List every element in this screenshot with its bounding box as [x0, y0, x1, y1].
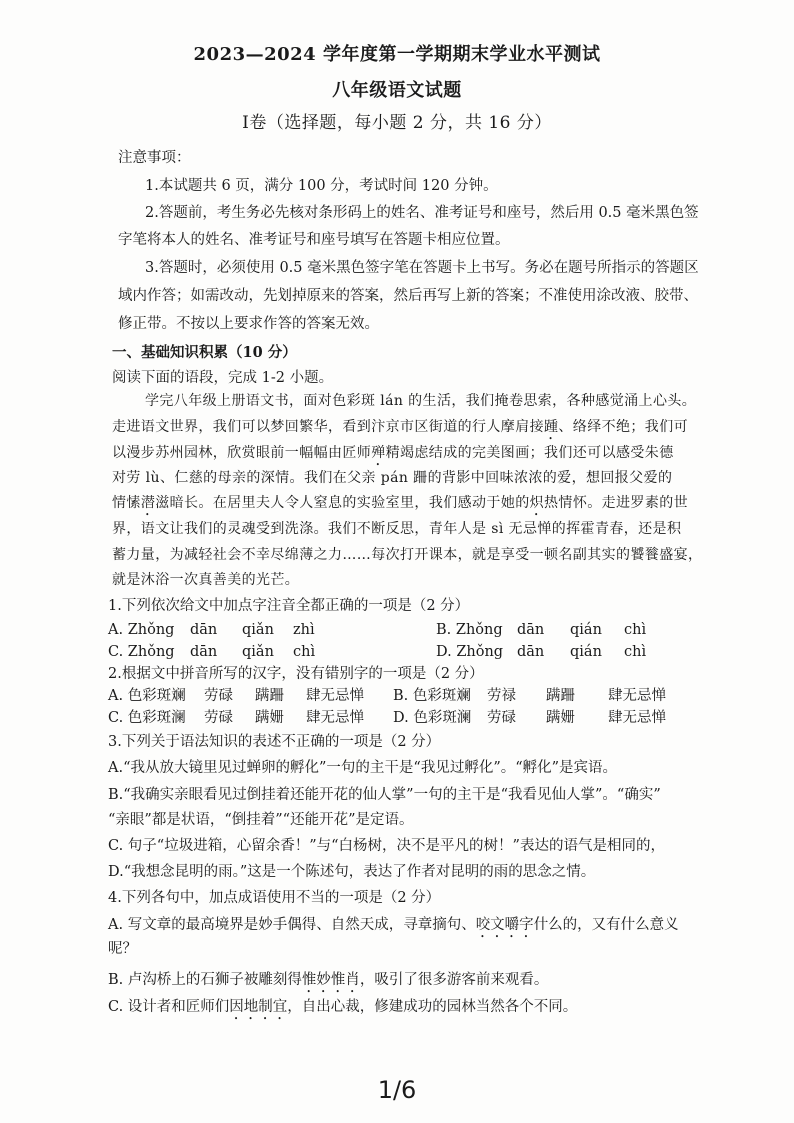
passage-text: 滋暗长。在居里夫人令人窒息的实验室里，我们感动于她的 — [155, 495, 530, 511]
dotted-character: 殚 — [371, 445, 386, 461]
q1-option-c-pinyin: chì — [293, 644, 316, 660]
notice-item-2-line-2: 字笔将本人的姓名、准考证号和座号填写在答题卡相应位置。 — [118, 232, 510, 248]
q2-option-c-word: 劳碌 — [204, 710, 233, 726]
option-text: 什么的，又有什么意义 — [533, 917, 679, 933]
q1-option-b-label: B. Zhǒng — [436, 622, 503, 638]
question-1-stem: 1.下列依次给文中加点字注音全都正确的一项是（2 分） — [108, 598, 470, 614]
option-text: ，吸引了很多游客前来观看。 — [359, 972, 549, 988]
q1-option-d-label: D. Zhǒng — [436, 644, 504, 660]
notice-item-1: 1.本试题共 6 页，满分 100 分，考试时间 120 分钟。 — [145, 178, 498, 194]
passage-line-4: 对劳 lù、仁慈的母亲的深情。我们在父亲 pán 跚的背影中回味浓浓的爱，想回报父爱的 — [112, 470, 673, 486]
q2-option-b-word: B. 色彩斑斓 — [393, 688, 471, 704]
passage-line-3 — [112, 445, 674, 469]
q2-option-b-word: 劳禄 — [487, 688, 516, 704]
q2-option-d-word: 肆无忌惮 — [608, 710, 666, 726]
question-4-stem: 4.下列各句中，加点成语使用不当的一项是（2 分） — [108, 890, 441, 906]
q4-option-b — [108, 972, 548, 996]
q3-option-a: A.“我从放大镜里见过蝉卵的孵化”一句的主干是“我见过孵化”。“孵化”是宾语。 — [108, 760, 618, 776]
dotted-character: 潜 — [140, 495, 156, 511]
q1-option-a-pinyin: zhì — [293, 622, 315, 638]
q2-option-a-word: 蹒跚 — [255, 688, 284, 704]
passage-line-7: 蓄力量，为减轻社会不幸尽绵薄之力……每次打开课本，就是享受一顿名副其实的饕餮盛宴， — [112, 547, 703, 563]
passage-line-1: 学完八年级上册语文书，面对色彩斑 lán 的生活，我们掩卷思索，各种感觉涌上心头。 — [145, 393, 697, 409]
option-text: ，自出心裁，修建成功的园林当然各个不同。 — [287, 999, 578, 1015]
q2-option-a-word: 肆无忌惮 — [306, 688, 364, 704]
exam-subtitle: 八年级语文试题 — [332, 80, 462, 101]
notice-item-3-line-1: 3.答题时，必须使用 0.5 毫米黑色签字笔在答题卡上书写。务必在题号所指示的答题区 — [145, 260, 699, 276]
passage-line-6: 界，语文让我们的灵魂受到洗涤。我们不断反思，青年人是 sì 无忌惮的挥霍青春，还是积 — [112, 521, 682, 537]
q4-option-c — [108, 999, 577, 1023]
q2-option-c-word: 蹒姗 — [255, 710, 284, 726]
passage-text: 走进语文世界，我们可以梦回繁华，看到汴京市区街道的行人摩肩接 — [112, 419, 544, 435]
dotted-character: 炽 — [529, 495, 545, 511]
option-text: B. 卢沟桥上的石狮子被雕刻得 — [108, 972, 302, 988]
q2-option-d-word: D. 色彩斑澜 — [393, 710, 472, 726]
q3-option-b-line-2: “亲眼”都是状语，“倒挂着”“还能开花”是定语。 — [108, 812, 414, 828]
question-2-stem: 2.根据文中拼音所写的汉字，没有错别字的一项是（2 分） — [108, 666, 484, 682]
q3-option-d: D.“我想念昆明的雨。”这是一个陈述句，表达了作者对昆明的雨的思念之情。 — [108, 864, 596, 880]
q1-option-b-pinyin: chì — [624, 622, 647, 638]
dotted-idiom: 咬文嚼字 — [475, 917, 534, 933]
q1-option-c-pinyin: qiǎn — [242, 644, 274, 660]
option-text: A. 写文章的最高境界是妙手偶得、自然天成，寻章摘句、 — [108, 917, 476, 933]
q1-option-c-pinyin: dān — [190, 644, 218, 660]
dotted-idiom: 因地制宜 — [229, 999, 288, 1015]
exam-title: 2023—2024 学年度第一学期期末学业水平测试 — [193, 44, 601, 65]
passage-text: 、络绎不绝；我们可 — [558, 419, 689, 435]
notice-item-2-line-1: 2.答题前，考生务必先核对条形码上的姓名、准考证号和座号，然后用 0.5 毫米黑色签 — [145, 205, 699, 221]
q1-option-d-pinyin: qián — [570, 644, 602, 660]
q2-option-c-word: C. 色彩斑澜 — [108, 710, 186, 726]
q1-option-b-pinyin: dān — [517, 622, 545, 638]
passage-text: 精竭虑结成的完美图画；我们还可以感受朱德 — [385, 445, 674, 461]
q2-option-c-word: 肆无忌惮 — [306, 710, 364, 726]
notice-item-3-line-2: 域内作答；如需改动，先划掉原来的答案，然后再写上新的答案；不准使用涂改液、胶带、 — [118, 288, 698, 304]
q1-option-b-pinyin: qián — [570, 622, 602, 638]
q1-option-d-pinyin: chì — [624, 644, 647, 660]
option-text: C. 设计者和匠师们 — [108, 999, 230, 1015]
page-number: 1/6 — [377, 1076, 417, 1104]
q2-option-b-word: 蹒跚 — [546, 688, 575, 704]
dotted-character: 踵 — [544, 419, 559, 435]
q3-option-b-line-1: B.“我确实亲眼看见过倒挂着还能开花的仙人掌”一句的主干是“我看见仙人掌”。“确实” — [108, 787, 661, 803]
q1-option-c-label: C. Zhǒng — [108, 644, 175, 660]
passage-line-2 — [112, 419, 688, 443]
part1-heading: 一、基础知识积累（10 分） — [112, 344, 297, 361]
notice-item-3-line-3: 修正带。不按以上要求作答的答案无效。 — [118, 316, 379, 332]
passage-text: 以漫步苏州园林，欣赏眼前一幅幅由匠师 — [112, 445, 372, 461]
passage-line-8: 就是沐浴一次真善美的光芒。 — [112, 572, 300, 588]
passage-line-5 — [112, 495, 688, 519]
q3-option-c: C. 句子“垃圾进箱，心留余香！”与“白杨树，决不是平凡的树！”表达的语气是相同的， — [108, 838, 665, 854]
q1-option-a-pinyin: qiǎn — [242, 622, 274, 638]
notice-heading: 注意事项： — [118, 150, 191, 166]
q2-option-b-word: 肆无忌惮 — [608, 688, 666, 704]
section-heading: Ⅰ卷（选择题，每小题 2 分，共 16 分） — [242, 113, 552, 133]
q2-option-a-word: A. 色彩斑斓 — [108, 688, 186, 704]
q4-option-a-line-1 — [108, 917, 679, 941]
q2-option-d-word: 劳碌 — [487, 710, 516, 726]
q1-option-a-label: A. Zhǒng — [108, 622, 175, 638]
part1-instruction: 阅读下面的语段，完成 1-2 小题。 — [112, 370, 334, 386]
q2-option-a-word: 劳碌 — [204, 688, 233, 704]
q1-option-d-pinyin: dān — [517, 644, 545, 660]
question-3-stem: 3.下列关于语法知识的表述不正确的一项是（2 分） — [108, 734, 441, 750]
q4-option-a-line-2: 呢？ — [108, 941, 137, 957]
q1-option-a-pinyin: dān — [190, 622, 218, 638]
dotted-idiom: 惟妙惟肖 — [301, 972, 360, 988]
q2-option-d-word: 蹒姗 — [546, 710, 575, 726]
passage-text: 热情怀。走进罗素的世 — [544, 495, 689, 511]
passage-text: 情愫 — [112, 495, 141, 511]
